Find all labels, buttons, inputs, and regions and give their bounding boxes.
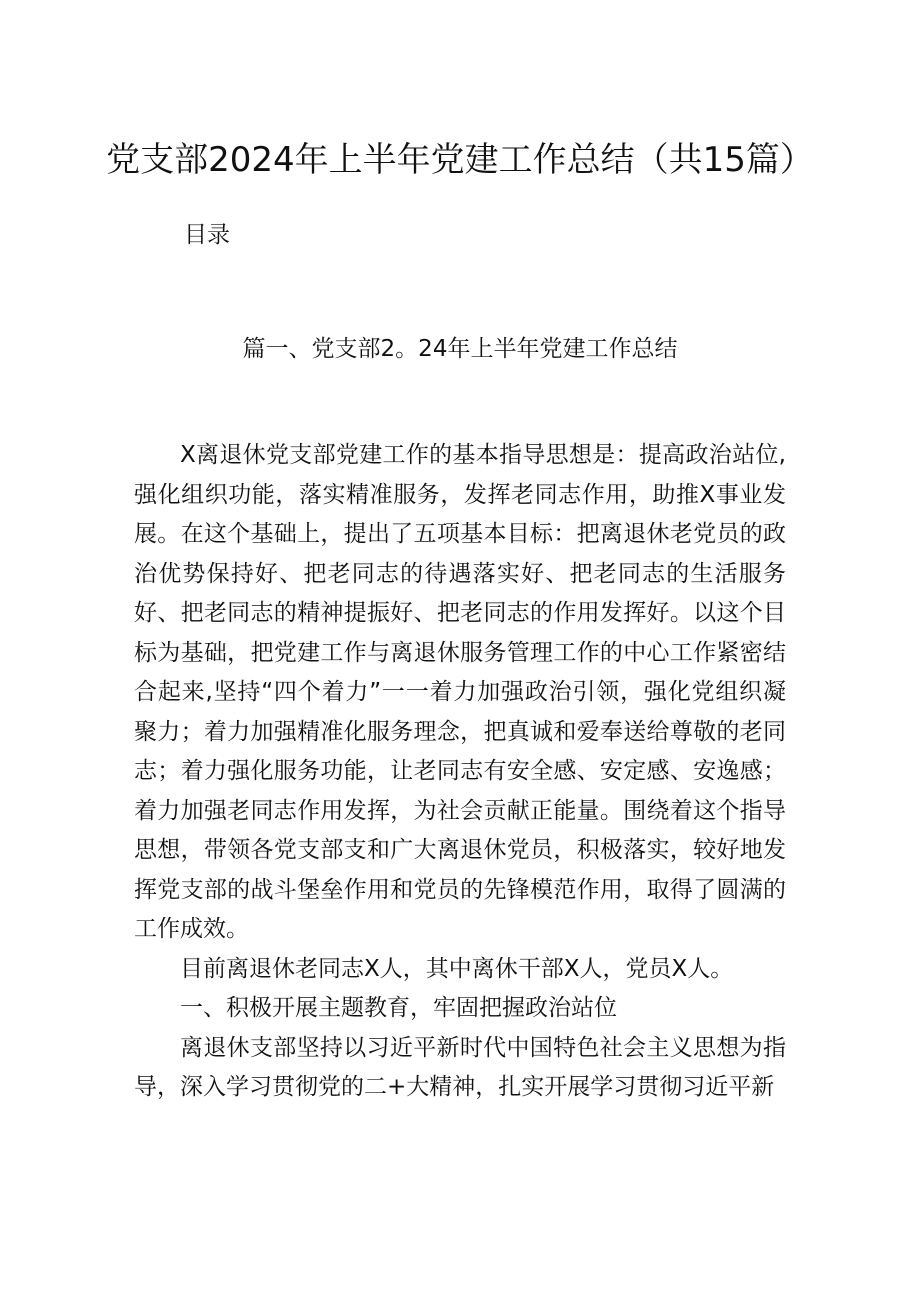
paragraph: 目前离退休老同志X人，其中离休干部X人，党员X人。 bbox=[180, 955, 734, 982]
body-text bbox=[134, 436, 786, 1108]
section-heading: 一、积极开展主题教育，牢固把握政治站位 bbox=[180, 995, 617, 1021]
document-title: 党支部2024年上半年党建工作总结（共15篇） bbox=[106, 140, 814, 180]
chapter-title: 篇一、党支部2。24年上半年党建工作总结 bbox=[242, 336, 678, 362]
toc-heading: 目录 bbox=[184, 222, 230, 248]
paragraph: X离退休党支部党建工作的基本指导思想是：提高政治站位,强化组织功能，落实精准服务，发挥老同志作用，助推X事业发展。在这个基础上，提出了五项基本目标：把离退休老党员的政治优势保持好、把老同志的待遇落实好、把老同志的生活服务好、把老同志的精神提振好、把老同志的作用发挥好。以这个目标为基础，把党建工作与离退休服务管理工作的中心工作紧密结合起来,坚持“四个着力”一一着力加强政治引领，强化党组织凝聚力；着力加强精准化服务理念，把真诚和爱奉送给尊敬的老同志；着力强化服务功能，让老同志有安全感、安定感、安逸感；着力加强老同志作用发挥，为社会贡献正能量。围绕着这个指导思想，带领各党支部支和广大离退休党员，积极落实，较好地发挥党支部的战斗堡垒作用和党员的先锋模范作用，取得了圆满的工作成效。 bbox=[134, 442, 786, 942]
paragraph: 离退休支部坚持以习近平新时代中国特色社会主义思想为指导，深入学习贯彻党的二+大精神，扎实开展学习贯彻习近平新 bbox=[134, 1034, 786, 1100]
